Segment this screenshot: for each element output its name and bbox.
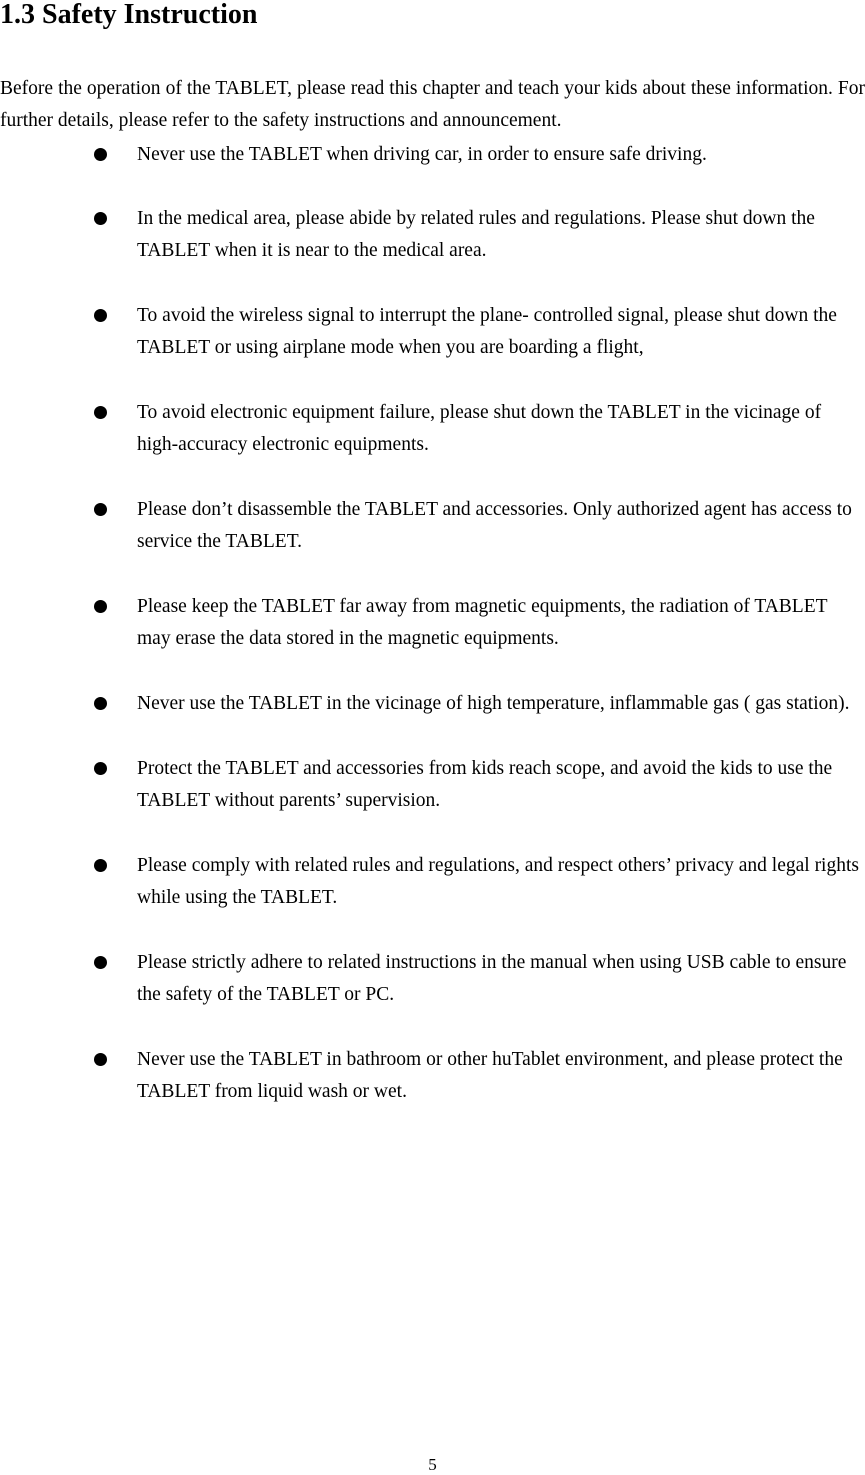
list-item-text: Please comply with related rules and regulations, and respect others’ privacy and legal rights while using the TABLET. xyxy=(137,855,859,908)
list-item xyxy=(0,203,865,267)
list-item xyxy=(0,753,865,817)
list-item xyxy=(0,850,865,914)
list-item-text: Please don’t disassemble the TABLET and accessories. Only authorized agent has access to service the TABLET. xyxy=(137,499,852,552)
bullet-icon xyxy=(94,212,107,225)
list-item-text: Please keep the TABLET far away from magnetic equipments, the radiation of TABLET may erase the data stored in the magnetic equipments. xyxy=(137,596,828,649)
list-item xyxy=(0,1044,865,1108)
list-item-text: To avoid electronic equipment failure, please shut down the TABLET in the vicinage of high-accuracy electronic equipments. xyxy=(137,402,822,455)
list-item xyxy=(0,591,865,655)
list-item-text: Never use the TABLET in the vicinage of high temperature, inflammable gas ( gas station). xyxy=(137,693,850,714)
bullet-icon xyxy=(94,1053,107,1066)
list-item xyxy=(0,688,865,720)
list-item-text: In the medical area, please abide by related rules and regulations. Please shut down the TABLET when it is near to the medical area. xyxy=(137,208,815,261)
list-item xyxy=(0,300,865,364)
bullet-icon xyxy=(94,697,107,710)
page-number: 5 xyxy=(428,1455,437,1474)
bullet-icon xyxy=(94,956,107,969)
bullet-icon xyxy=(94,503,107,516)
bullet-icon xyxy=(94,859,107,872)
list-item xyxy=(0,494,865,558)
bullet-icon xyxy=(94,762,107,775)
section-title: 1.3 Safety Instruction xyxy=(0,0,258,30)
list-item-text: Never use the TABLET when driving car, in order to ensure safe driving. xyxy=(137,144,707,165)
list-item xyxy=(0,139,865,171)
bullet-icon xyxy=(94,148,107,161)
bullet-icon xyxy=(94,406,107,419)
list-item-text: Protect the TABLET and accessories from kids reach scope, and avoid the kids to use the TABLET without parents’ supervision. xyxy=(137,758,833,811)
safety-instruction-list xyxy=(0,139,865,1141)
list-item-text: Never use the TABLET in bathroom or other huTablet environment, and please protect the TABLET from liquid wash or wet. xyxy=(137,1049,843,1102)
intro-paragraph: Before the operation of the TABLET, please read this chapter and teach your kids about these information. For further details, please refer to the safety instructions and announcement. xyxy=(0,78,865,131)
list-item-text: To avoid the wireless signal to interrupt the plane- controlled signal, please shut down the TABLET or using airplane mode when you are boarding a flight, xyxy=(137,305,837,358)
bullet-icon xyxy=(94,309,107,322)
bullet-icon xyxy=(94,600,107,613)
list-item-text: Please strictly adhere to related instructions in the manual when using USB cable to ensure the safety of the TABLET or PC. xyxy=(137,952,847,1005)
list-item xyxy=(0,397,865,461)
list-item xyxy=(0,947,865,1011)
